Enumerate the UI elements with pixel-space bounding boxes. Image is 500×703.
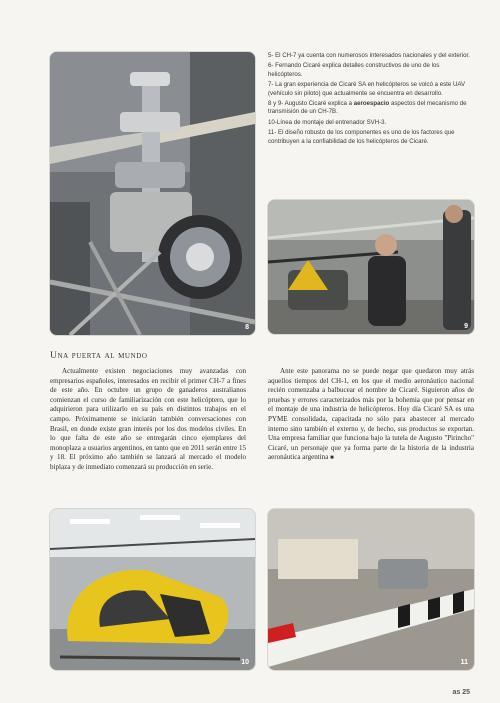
- photo-number: 10: [241, 659, 249, 666]
- photo-assembly-line: [50, 509, 255, 670]
- magazine-name: aeroespacio: [353, 100, 390, 108]
- caption-8-9-start: 8 y 9- Augusto Cicaré explica a: [268, 100, 354, 108]
- caption-8-9-end: aspectos del mecanismo de transmisión de un CH-7B.: [268, 100, 467, 116]
- body-column-right: [268, 367, 474, 464]
- photo-hangar-explanation: [268, 200, 474, 334]
- caption-8-9: [268, 100, 474, 117]
- photo-8-image: [50, 52, 255, 335]
- photo-number: 9: [464, 323, 468, 330]
- body-paragraph: Actualmente existen negociaciones muy avanzadas con empresarios españoles, interesados en recibir el primer CH-7 a fines de este año. En octubre un grupo de ganaderos australianos comienzan el curso de familiarización con este helicóptero, que lo adquirieron para utilizarlo en su país en distintos trabajos en el campo. Próximamente se iniciarán también conversaciones con Brasil, en donde existe gran interés por los dos modelos civiles. En lo que falta de este año se entregarán cinco ejemplares del monoplaza a usuarios argentinos, en tanto que en 2011 serán entre 15 y 18. El próximo año también se lanzará al mercado el modelo biplaza y de inmediato comenzará su producción en serie.: [50, 367, 246, 471]
- section-title: Una puerta al mundo: [50, 351, 148, 361]
- body-paragraph-text: Ante este panorama no se puede negar que quedaron muy atrás aquellos tiempos del CH-1, en los que el medio aeronáutico nacional recién comenzaba a balbucear el nombre de Cicaré. Siguieron años de pruebas y errores caracterizados más por la bohemia que por pensar en el montaje de una industria de helicópteros. Hoy día Cicaré SA es una PYME consolidada, capacitada no sólo para abastecer al mercado interno sino también el externo y, de hecho, sus productos se exportan. Una empresa familiar que funciona bajo la tutela de Augusto "Pirincho" Cicaré, un personaje que ya forma parte de la historia de la industria aeronáutica argentina: [268, 367, 474, 462]
- photo-11-image: [268, 509, 474, 670]
- caption-5: 5- El CH-7 ya cuenta con numerosos interesados nacionales y del exterior.: [268, 52, 470, 59]
- photo-rotor-blade-workbench: [268, 509, 474, 670]
- caption-list: [268, 52, 474, 148]
- page-footer: [452, 689, 470, 696]
- photo-10-image: [50, 509, 255, 670]
- body-column-left: [50, 367, 246, 473]
- photo-9-image: [268, 200, 474, 334]
- body-paragraph: [268, 367, 474, 464]
- caption-6: 6- Fernando Cicaré explica detalles constructivos de uno de los helicópteros.: [268, 62, 440, 78]
- caption-7: 7- La gran experiencia de Cicaré SA en helicópteros se volcó a este UAV (vehículo sin piloto) que actualmente se encuentra en desarrollo.: [268, 81, 466, 97]
- caption-11: 11- El diseño robusto de los componentes es uno de los factores que contribuyen a la confiabilidad de los helicópteros de Cicaré.: [268, 129, 455, 145]
- photo-number: 8: [245, 324, 249, 331]
- magazine-logo: as: [452, 689, 461, 696]
- page-number: 25: [462, 689, 470, 696]
- caption-10: 10-Línea de montaje del entrenador SVH-3.: [268, 118, 387, 126]
- photo-number: 11: [460, 659, 468, 666]
- end-mark: ■: [330, 455, 334, 462]
- photo-rotor-transmission: [50, 52, 255, 335]
